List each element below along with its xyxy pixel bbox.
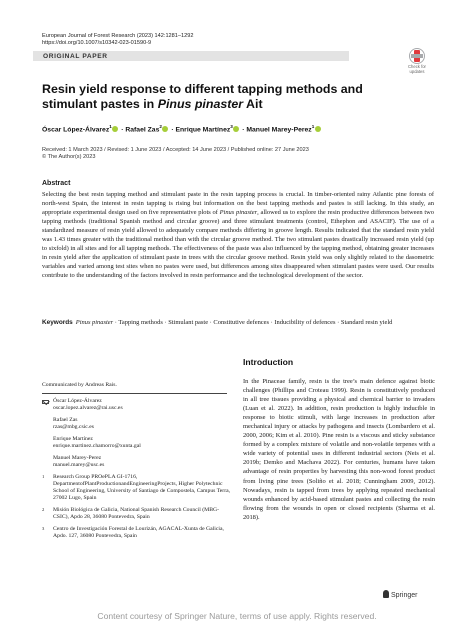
contact-email[interactable]: rzas@mbg.csic.es: [53, 424, 94, 431]
publication-dates: [42, 147, 309, 162]
check-for-updates-badge[interactable]: [404, 48, 430, 75]
introduction-body: In the Pinaceae family, resin is the tree’s main defence against biotic challenges (Phillips and Croteau 1999). Resin is constitutively produced in all tree tissues providing a physical and chemical barrier to invaders (Luan et al. 2022). In addition, resin production is highly inducible in response to biotic stimuli, with large increases in production after mechanical injury or attacks by pathogens and insects (Lombardero et al. 2000, 2006; Kim et al. 2010). Pine resin is a viscous and sticky substance formed by a complex mixture of volatile and non-volatile terpenes with a wide variety of potential uses in different industrial sectors (Neis et al. 2019b; Demko and Machava 2022). For centuries, humans have taken advantage of resin properties by harvesting this non-wood forest product from living pine trees (Soliño et al. 2018; Cunningham 2009, 2012). Nowadays, resin is tapped from trees by applying repeated mechanical wounds enhanced by acid-based stimulant pastes and collecting the resin flowing from the wounds in open or closed recipients (Sharma et al. 2018).: [243, 378, 435, 521]
author-separator: ·: [119, 126, 126, 134]
springer-horse-icon: [383, 590, 389, 598]
orcid-icon[interactable]: [233, 126, 239, 132]
journal-citation: European Journal of Forest Research (2023) 142:1281–1292: [42, 33, 194, 39]
affiliation-text: Misión Biológica de Galicia, National Spanish Research Council (MBG-CSIC), Apdo 28, 36080 Pontevedra, Spain: [53, 506, 220, 521]
publisher-logo: [383, 590, 417, 599]
orcid-icon[interactable]: [162, 126, 168, 132]
affiliation-number: 3: [42, 525, 45, 531]
journal-header: [42, 33, 193, 47]
orcid-icon[interactable]: [112, 126, 118, 132]
doi-link[interactable]: https://doi.org/10.1007/s10342-023-01590-9: [42, 40, 152, 47]
abstract-text-part1: Selecting the best resin tapping method and stimulant paste in the resin tapping process is crucial. In timber-oriented rainy Atlantic pine forests of north-west Spain, the interest in resin tapping is rising but information on the best tapping methods and pastes is still lacking. In this study, an appropriate experimental design used on five representative plots of: [42, 191, 434, 217]
affiliation-text: Centro de Investigación Forestal de Lourizán, AGACAL-Xunta de Galicia, Apdo. 127, 36080 Pontevedra, Spain: [53, 525, 224, 540]
title-species: Pinus pinaster: [157, 97, 244, 112]
contact-email[interactable]: oscar.lopez.alvarez@rai.usc.es: [53, 405, 123, 412]
affiliation-item: [42, 507, 232, 521]
introduction-heading: Introduction: [243, 357, 294, 367]
abstract-text-part2: , allowed us to explore the resin productive differences between two tapping methods (traditional Spanish method and circular groove) and three stimulant treatments (control, Ethephon and ASACIF). The use of a standardized measure of resin yield allowed to adequately compare methods differing in groove length. Results indicated that the standard resin yield was 1.43 times greater with the traditional method than with the circular groove method. The two stimulant pastes drastically increased resin yield (up to sixfold) in all sites and for all tapping methods. The effectiveness of the paste was also influenced by the tapping method, obtaining greater increases in resin yield after the application of stimulant paste in trees with the circular groove method. Resin yield was only slightly related to the dasometric variables and varied among test sites when no pastes were used, but differences among sites disappeared when stimulant pastes were used. Our results contribute to the understanding of the factors involved in resin performance and the technological development of the sector.: [42, 209, 435, 280]
contact-name: Rafael Zas: [53, 416, 78, 423]
article-title: [42, 82, 382, 113]
footnote-divider: [42, 393, 227, 394]
crossmark-line2: updates: [409, 68, 425, 74]
author-affiliations: [42, 398, 232, 545]
contact-name: Manuel Marey-Perez: [53, 454, 102, 461]
affiliation-item: [42, 474, 232, 503]
abstract-heading: Abstract: [42, 180, 71, 187]
copyright-line: © The Author(s) 2023: [42, 154, 96, 161]
article-type-label: ORIGINAL PAPER: [43, 52, 108, 60]
crossmark-text: [404, 65, 430, 75]
author-separator: ·: [169, 126, 176, 134]
author-separator: ·: [240, 126, 247, 134]
keywords-section: [42, 318, 434, 327]
affiliation-number: 1: [42, 473, 45, 479]
author-name[interactable]: Rafael Zas: [125, 126, 160, 134]
contact-name: Óscar López-Álvarez: [53, 398, 102, 404]
abstract-body: [42, 190, 434, 280]
crossmark-icon: [409, 48, 425, 64]
date-history: Received: 1 March 2023 / Revised: 1 June 2023 / Accepted: 14 June 2023 / Published online: 27 June 2023: [42, 147, 309, 153]
affiliation-item: [42, 526, 232, 540]
author-affiliation-sup: 3: [230, 124, 233, 129]
orcid-icon[interactable]: [315, 126, 321, 132]
publisher-name: Springer: [391, 592, 418, 599]
crossmark-line1: Check for: [408, 64, 426, 69]
author-name[interactable]: Manuel Marey-Perez: [246, 126, 312, 134]
mail-icon: [42, 400, 49, 405]
author-affiliation-sup: 2: [159, 124, 162, 129]
keywords-label: Keywords: [42, 319, 73, 326]
content-courtesy-note: Content courtesy of Springer Nature, terms of use apply. Rights reserved.: [97, 611, 377, 621]
contact-email[interactable]: enrique.martinez.chamorro@xunta.gal: [53, 443, 141, 450]
title-main: Resin yield response to different tapping methods and stimulant pastes in: [42, 82, 363, 112]
keyword-first: Pinus pinaster: [75, 319, 114, 326]
author-name[interactable]: Óscar López-Álvarez: [42, 126, 110, 134]
author-affiliation-sup: 1: [311, 124, 315, 129]
communicated-by: Communicated by Andreas Rais.: [42, 382, 117, 388]
contact-entry: [42, 436, 232, 450]
affiliation-number: 2: [42, 506, 45, 512]
contact-entry: [42, 398, 232, 412]
title-tail: Ait: [243, 97, 263, 112]
contact-entry: [42, 455, 232, 469]
abstract-species: Pinus pinaster: [219, 209, 258, 217]
author-name[interactable]: Enrique Martínez: [175, 126, 231, 134]
contact-name: Enrique Martínez: [53, 435, 93, 442]
author-list: [42, 124, 442, 133]
keywords-list: · Tapping methods · Stimulant paste · Constitutive defences · Inducibility of defences · Standard resin yield: [113, 319, 393, 326]
contact-email[interactable]: manuel.marey@usc.es: [53, 461, 105, 468]
author-affiliation-sup: 1: [109, 124, 112, 129]
contact-entry: [42, 417, 232, 431]
affiliation-text: Research Group PROePLA GI-1716, DepartmentofPlantProductionandEngineeringProjects, Higher Polytechnic School of Engineering, University of Santiago de Compostela, Campus Terra, 27002 Lugo, Spain: [53, 473, 231, 502]
